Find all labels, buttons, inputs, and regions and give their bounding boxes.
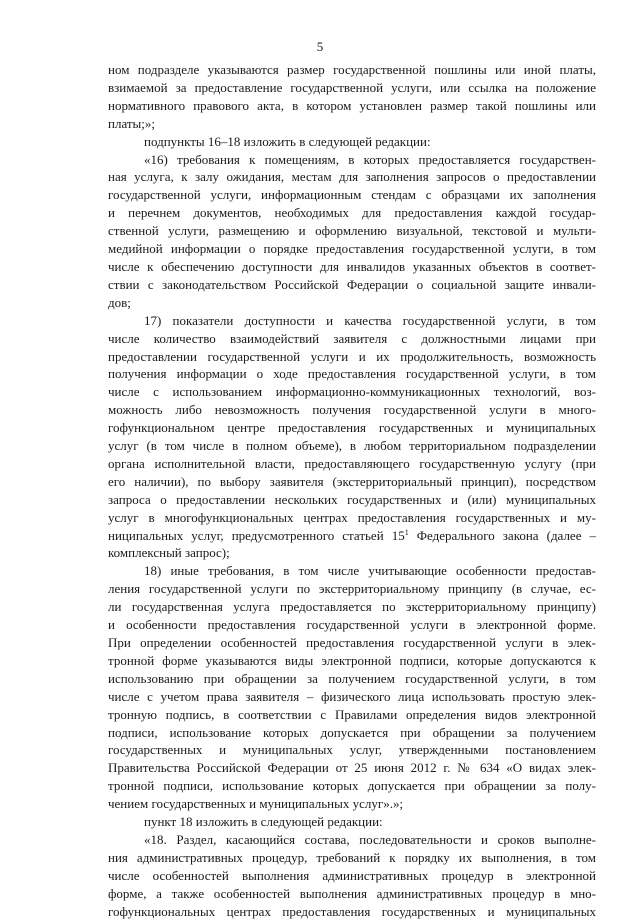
text-line [108, 473, 596, 491]
text-line-content: нормативного правового акта, в котором установлен размер такой пошлины или [108, 97, 596, 113]
text-line [108, 168, 596, 186]
text-line [108, 186, 596, 204]
text-line [108, 437, 596, 455]
text-line [108, 527, 596, 545]
document-body [108, 61, 596, 921]
text-line-content: услуг в многофункциональных центрах предоставления государственных и му- [108, 509, 596, 525]
text-line-content: ном подразделе указываются размер государственной пошлины или иной платы, [108, 62, 596, 77]
text-line [108, 724, 596, 742]
text-line [108, 115, 596, 133]
text-line [108, 294, 596, 312]
text-line-content: числе с использованием информационно-коммуникационных технологий, воз- [108, 384, 596, 400]
text-line [108, 885, 596, 903]
text-line-content: государственных и муниципальных услуг, утвержденными постановлением [108, 742, 596, 758]
text-line [108, 222, 596, 240]
text-line-content: и особенности предоставления государственной услуги в электронной форме. [108, 617, 596, 633]
text-line-content: «18. Раздел, касающийся состава, последовательности и сроков выполне- [144, 831, 596, 847]
text-line-content: числе с учетом права заявителя – физического лица использовать простую элек- [108, 688, 596, 704]
text-line [108, 598, 596, 616]
superscript: 1 [404, 527, 409, 537]
text-line [108, 258, 596, 276]
text-line [108, 348, 596, 366]
text-line [108, 151, 596, 169]
text-line-content: государственной услуги, информационным стендам с образцами их заполнения [108, 187, 596, 203]
text-line-content: тронную подпись, в соответствии с Правилами определения видов электронной [108, 706, 596, 722]
text-line-content: 17) показатели доступности и качества государственной услуги, в том [144, 312, 596, 328]
text-line-content: комплексный запрос); [108, 545, 230, 561]
text-line [108, 365, 596, 383]
text-line-continuation: Федерального закона (далее – [408, 527, 596, 543]
text-line [108, 741, 596, 759]
text-line [108, 455, 596, 473]
text-line [108, 562, 596, 580]
text-line-content: числе к обеспечению доступности для инвалидов указанных объектов в соответ- [108, 258, 596, 274]
text-line-content: числе количество взаимодействий заявителя с должностными лицами при [108, 330, 596, 346]
text-line-content: получения информации о ходе предоставления государственной услуги, в том [108, 366, 596, 382]
text-line [108, 706, 596, 724]
text-line-content: чением государственных и муниципальных услуг».»; [108, 796, 404, 812]
text-line-content: использованию при обращении за получением государственной услуги, в том [108, 670, 596, 686]
text-line-content: платы;»; [108, 115, 156, 131]
text-line [108, 777, 596, 795]
text-line-content: подпункты 16–18 изложить в следующей редакции: [144, 133, 431, 149]
text-line-content: и перечнем документов, необходимых для предоставления каждой государ- [108, 205, 596, 221]
text-line-content: ли государственная услуга предоставляется по экстерриториальному принципу) [108, 599, 596, 615]
text-line-content: ная услуга, к залу ожидания, местам для заполнения запросов о предоставлении [108, 169, 596, 185]
text-line [108, 813, 596, 831]
text-line [108, 670, 596, 688]
text-line [108, 330, 596, 348]
text-line [108, 688, 596, 706]
text-line-content: можность либо невозможность получения государственной услуги в много- [108, 402, 596, 418]
text-line-content: 18) иные требования, в том числе учитывающие особенности предостав- [144, 563, 596, 579]
text-line [108, 276, 596, 294]
text-line-content: ственной услуги, размещению и оформлению визуальной, текстовой и мульти- [108, 223, 596, 239]
text-line [108, 849, 596, 867]
text-line-content: ления государственной услуги по экстерриториальному принципу (в случае, ес- [108, 581, 596, 597]
text-line [108, 634, 596, 652]
text-line-content: гофункциональном центре предоставления государственных и муниципальных [108, 420, 596, 436]
text-line-content: гофункциональных центрах предоставления государственных и муниципальных [108, 903, 596, 919]
page-number: 5 [316, 39, 324, 54]
text-line-content: его наличии), по выбору заявителя (экстерриториальный принцип), посредством [108, 473, 596, 489]
text-line-content: предоставлении государственной услуги и их продолжительность, возможность [108, 348, 596, 364]
text-line [108, 419, 596, 437]
text-line [108, 204, 596, 222]
text-line-content: запроса о предоставлении нескольких государственных и (или) муниципальных [108, 491, 596, 507]
text-line [108, 79, 596, 97]
text-line-content: услуг (в том числе в полном объеме), в любом территориальном подразделении [108, 438, 596, 454]
text-line [108, 491, 596, 509]
text-line-content: форме, а также особенностей выполнения административных процедур в мно- [108, 885, 596, 901]
text-line [108, 509, 596, 527]
text-line [108, 831, 596, 849]
text-line-content: числе особенностей выполнения административных процедур в электронной [108, 867, 596, 883]
text-line-content: дов; [108, 294, 131, 310]
text-line [108, 97, 596, 115]
text-line-content: Правительства Российской Федерации от 25 июня 2012 г. № 634 «О видах элек- [108, 760, 596, 776]
text-line-content: взимаемой за предоставление государственной услуги, или ссылка на положение [108, 79, 596, 95]
text-line [108, 616, 596, 634]
text-line [108, 240, 596, 258]
text-line-content: органа исполнительной власти, предоставляющего государственную услугу (при [108, 455, 596, 471]
text-line-content: ствии с законодательством Российской Федерации о социальной защите инвали- [108, 276, 596, 292]
text-line-content: При определении особенностей предоставления государственной услуги в элек- [108, 635, 596, 650]
text-line [108, 867, 596, 885]
text-line [108, 312, 596, 330]
text-line [108, 652, 596, 670]
text-line-content: пункт 18 изложить в следующей редакции: [144, 814, 383, 830]
text-line [108, 580, 596, 598]
text-line-content: подписи, использование которых допускается при обращении за получением [108, 724, 596, 740]
text-line [108, 401, 596, 419]
text-line [108, 383, 596, 401]
text-line [108, 544, 596, 562]
text-line [108, 61, 596, 79]
text-line-content: медийной информации о порядке предоставления государственной услуги, в том [108, 241, 596, 257]
text-line-content: «16) требования к помещениям, в которых предоставляется государствен- [144, 151, 596, 167]
text-line-content: ниципальных услуг, предусмотренного статьей 15 [108, 527, 405, 543]
text-line [108, 759, 596, 777]
text-line-content: тронной форме указываются виды электронной подписи, которые допускаются к [108, 652, 596, 668]
text-line [108, 133, 596, 151]
text-line [108, 795, 596, 813]
text-line-content: тронной подписи, использование которых допускается при обращении за полу- [108, 778, 596, 794]
text-line-content: ния административных процедур, требований к порядку их выполнения, в том [108, 849, 596, 865]
text-line [108, 903, 596, 921]
